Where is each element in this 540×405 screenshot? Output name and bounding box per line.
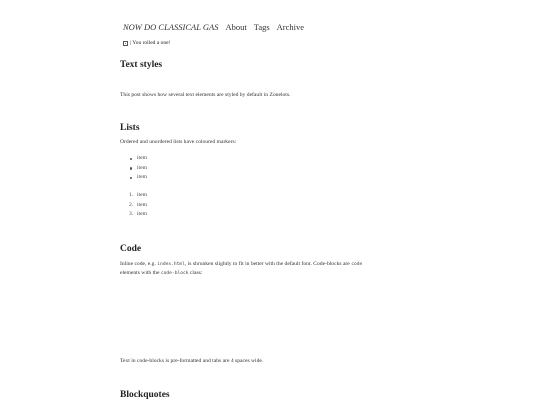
code-block-area (120, 282, 420, 352)
heading-blockquotes: Blockquotes (120, 390, 170, 400)
list-item (120, 210, 147, 220)
inline-code: code (351, 262, 363, 267)
list-item (120, 201, 147, 211)
nav-link-about[interactable]: About (225, 22, 247, 32)
list-marker: 3. (129, 211, 134, 218)
list-item-text: item (137, 211, 147, 218)
heading-text-styles: Text styles (120, 60, 163, 70)
list-item: item (120, 154, 147, 164)
list-marker: 2. (129, 201, 134, 208)
dice-message: | You rolled a one! (130, 40, 171, 46)
inline-code: index.html (157, 262, 185, 267)
list-item: item (120, 164, 147, 174)
heading-lists: Lists (120, 123, 140, 133)
dice-icon[interactable] (123, 41, 128, 46)
code-text: class: (188, 270, 203, 276)
code-text: , is shrunken slightly to fit in better with the default font. Code-blocks are (184, 261, 352, 267)
nav-link-tags[interactable]: Tags (253, 22, 270, 32)
site-nav (123, 22, 304, 32)
dice-roll-line (123, 40, 170, 46)
code-intro (120, 260, 420, 278)
list-item (120, 191, 147, 201)
nav-link-archive[interactable]: Archive (276, 22, 305, 32)
code-text: elements with the (120, 270, 161, 276)
text-styles-intro: This post shows how several text elements are styled by default in Zonelots. (120, 92, 291, 98)
ordered-list (120, 191, 147, 220)
lists-intro: Ordered and unordered lists have coloured markers: (120, 139, 237, 145)
heading-code: Code (120, 244, 142, 254)
site-title-link[interactable]: NOW DO CLASSICAL GAS (123, 22, 219, 32)
code-after-block: Text in code-blocks is pre-formatted and tabs are 4 spaces wide. (120, 358, 264, 364)
unordered-list (120, 154, 147, 183)
list-item-text: item (137, 201, 147, 208)
list-marker: 1. (129, 192, 134, 198)
inline-code: code-block (160, 271, 189, 276)
list-item-text: item (137, 192, 147, 198)
code-text: Inline code, e.g. (120, 261, 158, 267)
list-item: item (120, 173, 147, 183)
